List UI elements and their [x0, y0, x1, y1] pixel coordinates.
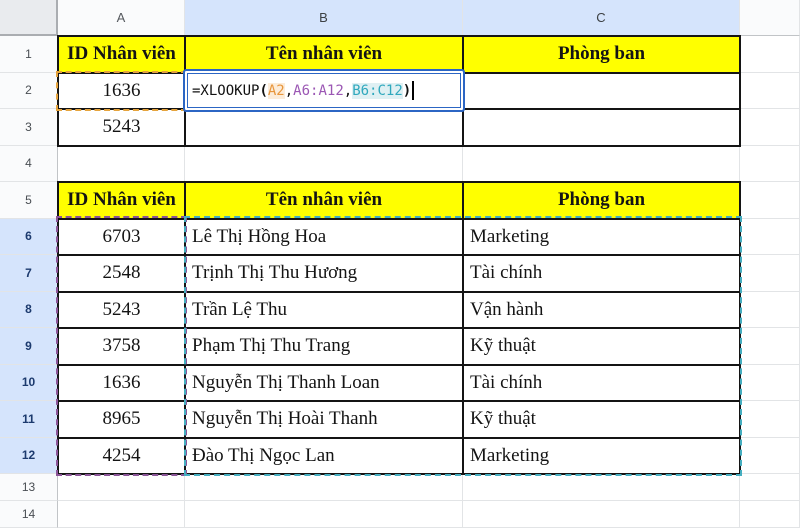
formula-close-paren: ) — [402, 82, 412, 99]
cell-a13[interactable] — [58, 474, 185, 501]
cell-a12[interactable]: 4254 — [58, 438, 185, 475]
column-header-d[interactable] — [740, 0, 800, 36]
cell-c2[interactable] — [463, 73, 740, 110]
formula-function-name: =XLOOKUP — [192, 82, 260, 99]
row-header-3[interactable]: 3 — [0, 109, 58, 146]
cell-a8[interactable]: 5243 — [58, 292, 185, 329]
cell-d8[interactable] — [740, 292, 800, 329]
formula-ref-b6-c12: B6:C12 — [352, 82, 403, 99]
row-header-10[interactable]: 10 — [0, 365, 58, 402]
formula-editor-b2[interactable] — [183, 69, 465, 112]
cell-a9[interactable]: 3758 — [58, 328, 185, 365]
formula-comma-2: , — [343, 82, 353, 99]
cell-a4[interactable] — [58, 146, 185, 183]
cell-c6[interactable]: Marketing — [463, 219, 740, 256]
cell-c4[interactable] — [463, 146, 740, 183]
cell-c1[interactable]: Phòng ban — [463, 36, 740, 73]
row-header-4[interactable]: 4 — [0, 146, 58, 183]
cell-a14[interactable] — [58, 501, 185, 528]
cell-d13[interactable] — [740, 474, 800, 501]
cell-b5[interactable]: Tên nhân viên — [185, 182, 463, 219]
row-header-13[interactable]: 13 — [0, 474, 58, 501]
cell-c5[interactable]: Phòng ban — [463, 182, 740, 219]
cell-d11[interactable] — [740, 401, 800, 438]
column-header-a[interactable]: A — [58, 0, 185, 36]
cell-a1[interactable]: ID Nhân viên — [58, 36, 185, 73]
formula-ref-a6-a12: A6:A12 — [293, 82, 344, 99]
cell-a7[interactable]: 2548 — [58, 255, 185, 292]
cell-d14[interactable] — [740, 501, 800, 528]
cell-d3[interactable] — [740, 109, 800, 146]
cell-d2[interactable] — [740, 73, 800, 110]
cell-d4[interactable] — [740, 146, 800, 183]
select-all-corner[interactable] — [0, 0, 58, 36]
row-header-5[interactable]: 5 — [0, 182, 58, 219]
cell-b10[interactable]: Nguyễn Thị Thanh Loan — [185, 365, 463, 402]
row-header-1[interactable]: 1 — [0, 36, 58, 73]
formula-ref-a2: A2 — [267, 82, 285, 99]
cell-c9[interactable]: Kỹ thuật — [463, 328, 740, 365]
cell-d12[interactable] — [740, 438, 800, 475]
cell-c12[interactable]: Marketing — [463, 438, 740, 475]
cell-b1[interactable]: Tên nhân viên — [185, 36, 463, 73]
cell-a5[interactable]: ID Nhân viên — [58, 182, 185, 219]
cell-b8[interactable]: Trần Lệ Thu — [185, 292, 463, 329]
cell-a2[interactable]: 1636 — [58, 73, 185, 110]
cell-b7[interactable]: Trịnh Thị Thu Hương — [185, 255, 463, 292]
row-header-8[interactable]: 8 — [0, 292, 58, 329]
row-header-11[interactable]: 11 — [0, 401, 58, 438]
formula-open-paren: ( — [259, 82, 268, 99]
row-header-2[interactable]: 2 — [0, 73, 58, 110]
cell-a10[interactable]: 1636 — [58, 365, 185, 402]
cell-c11[interactable]: Kỹ thuật — [463, 401, 740, 438]
row-header-7[interactable]: 7 — [0, 255, 58, 292]
cell-d5[interactable] — [740, 182, 800, 219]
cell-a3[interactable]: 5243 — [58, 109, 185, 146]
column-header-c[interactable]: C — [463, 0, 740, 36]
cell-b6[interactable]: Lê Thị Hồng Hoa — [185, 219, 463, 256]
row-header-9[interactable]: 9 — [0, 328, 58, 365]
cell-a11[interactable]: 8965 — [58, 401, 185, 438]
row-header-14[interactable]: 14 — [0, 501, 58, 528]
cell-c10[interactable]: Tài chính — [463, 365, 740, 402]
column-header-b[interactable]: B — [185, 0, 463, 36]
cell-b3[interactable] — [185, 109, 463, 146]
cell-b14[interactable] — [185, 501, 463, 528]
cell-d7[interactable] — [740, 255, 800, 292]
cell-b13[interactable] — [185, 474, 463, 501]
cell-c7[interactable]: Tài chính — [463, 255, 740, 292]
cell-b12[interactable]: Đào Thị Ngọc Lan — [185, 438, 463, 475]
row-header-6[interactable]: 6 — [0, 219, 58, 256]
cell-d10[interactable] — [740, 365, 800, 402]
cell-d9[interactable] — [740, 328, 800, 365]
cell-c8[interactable]: Vận hành — [463, 292, 740, 329]
cell-d6[interactable] — [740, 219, 800, 256]
cell-b11[interactable]: Nguyễn Thị Hoài Thanh — [185, 401, 463, 438]
text-cursor — [412, 81, 414, 100]
row-header-12[interactable]: 12 — [0, 438, 58, 475]
formula-comma-1: , — [284, 82, 294, 99]
cell-c3[interactable] — [463, 109, 740, 146]
cell-c13[interactable] — [463, 474, 740, 501]
cell-d1[interactable] — [740, 36, 800, 73]
cell-a6[interactable]: 6703 — [58, 219, 185, 256]
cell-c14[interactable] — [463, 501, 740, 528]
cell-b4[interactable] — [185, 146, 463, 183]
cell-b9[interactable]: Phạm Thị Thu Trang — [185, 328, 463, 365]
